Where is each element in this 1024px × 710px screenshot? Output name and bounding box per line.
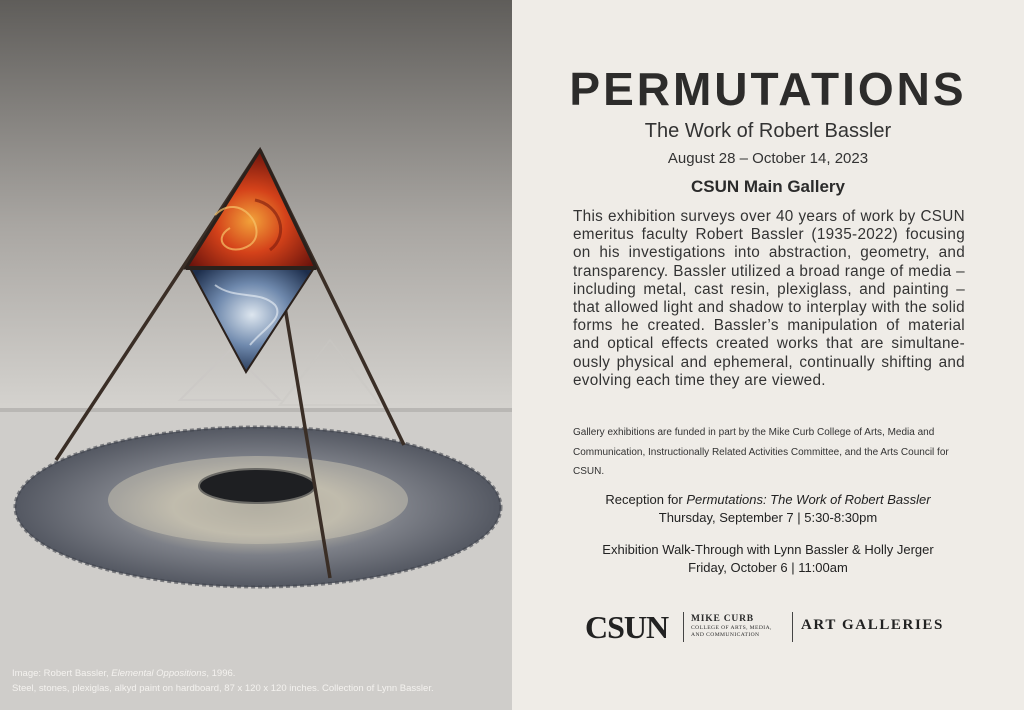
art-galleries-wordmark: ART GALLERIES	[801, 617, 944, 633]
exhibition-description: This exhibition surveys over 40 years of work by CSUN emeritus faculty Robert Bassler (1935-2022) focusing on his investigations into abstraction, geometry, and transparency. Bassler utilized a broad range of media – including metal, cast resin, plexiglass, and painting – that allowed light and shadow to interplay with the solid forms he created. Bassler’s manipulation of material and optical effects created works that are simultane-ously physical and ephemeral, continually shifting and evolving each time they are viewed.	[573, 208, 965, 389]
funding-note: Gallery exhibitions are funded in part by the Mike Curb College of Arts, Media and Communication, Instructionally Related Activities Committee, and the Arts Council for CSUN.	[573, 427, 949, 477]
caption-line-1	[12, 666, 502, 681]
walkthrough-title: Exhibition Walk-Through with Lynn Bassler & Holly Jerger	[602, 542, 934, 557]
reception-date: Thursday, September 7 | 5:30-8:30pm	[658, 510, 878, 525]
reception-exhibition-name: Permutations: The Work of Robert Bassler	[686, 492, 931, 507]
exhibition-dates: August 28 – October 14, 2023	[667, 150, 869, 167]
college-mike-curb: MIKE CURB	[691, 614, 754, 624]
logo-divider	[683, 612, 684, 642]
college-name	[691, 614, 772, 639]
csun-wordmark: CSUN	[585, 609, 669, 645]
reception-title	[512, 492, 1024, 507]
exhibition-subtitle: The Work of Robert Bassler	[644, 120, 892, 142]
artwork-caption	[12, 666, 502, 696]
caption-line-2: Steel, stones, plexiglas, alkyd paint on hardboard, 87 x 120 x 120 inches. Collection of Lynn Bassler.	[12, 683, 434, 694]
caption-year: , 1996.	[206, 668, 236, 679]
csun-art-galleries-logo	[585, 609, 965, 645]
college-line-1: COLLEGE OF ARTS, MEDIA,	[691, 625, 772, 631]
exhibition-title: PERMUTATIONS	[569, 63, 967, 115]
caption-prefix: Image: Robert Bassler,	[12, 668, 112, 679]
reception-prefix: Reception for	[605, 492, 687, 507]
exhibition-venue: CSUN Main Gallery	[691, 177, 845, 196]
college-line-2: AND COMMUNICATION	[691, 632, 760, 638]
logo-divider	[792, 612, 793, 642]
info-panel	[512, 0, 1024, 710]
walkthrough-date: Friday, October 6 | 11:00am	[688, 560, 848, 575]
caption-artwork-title: Elemental Oppositions	[111, 668, 207, 679]
